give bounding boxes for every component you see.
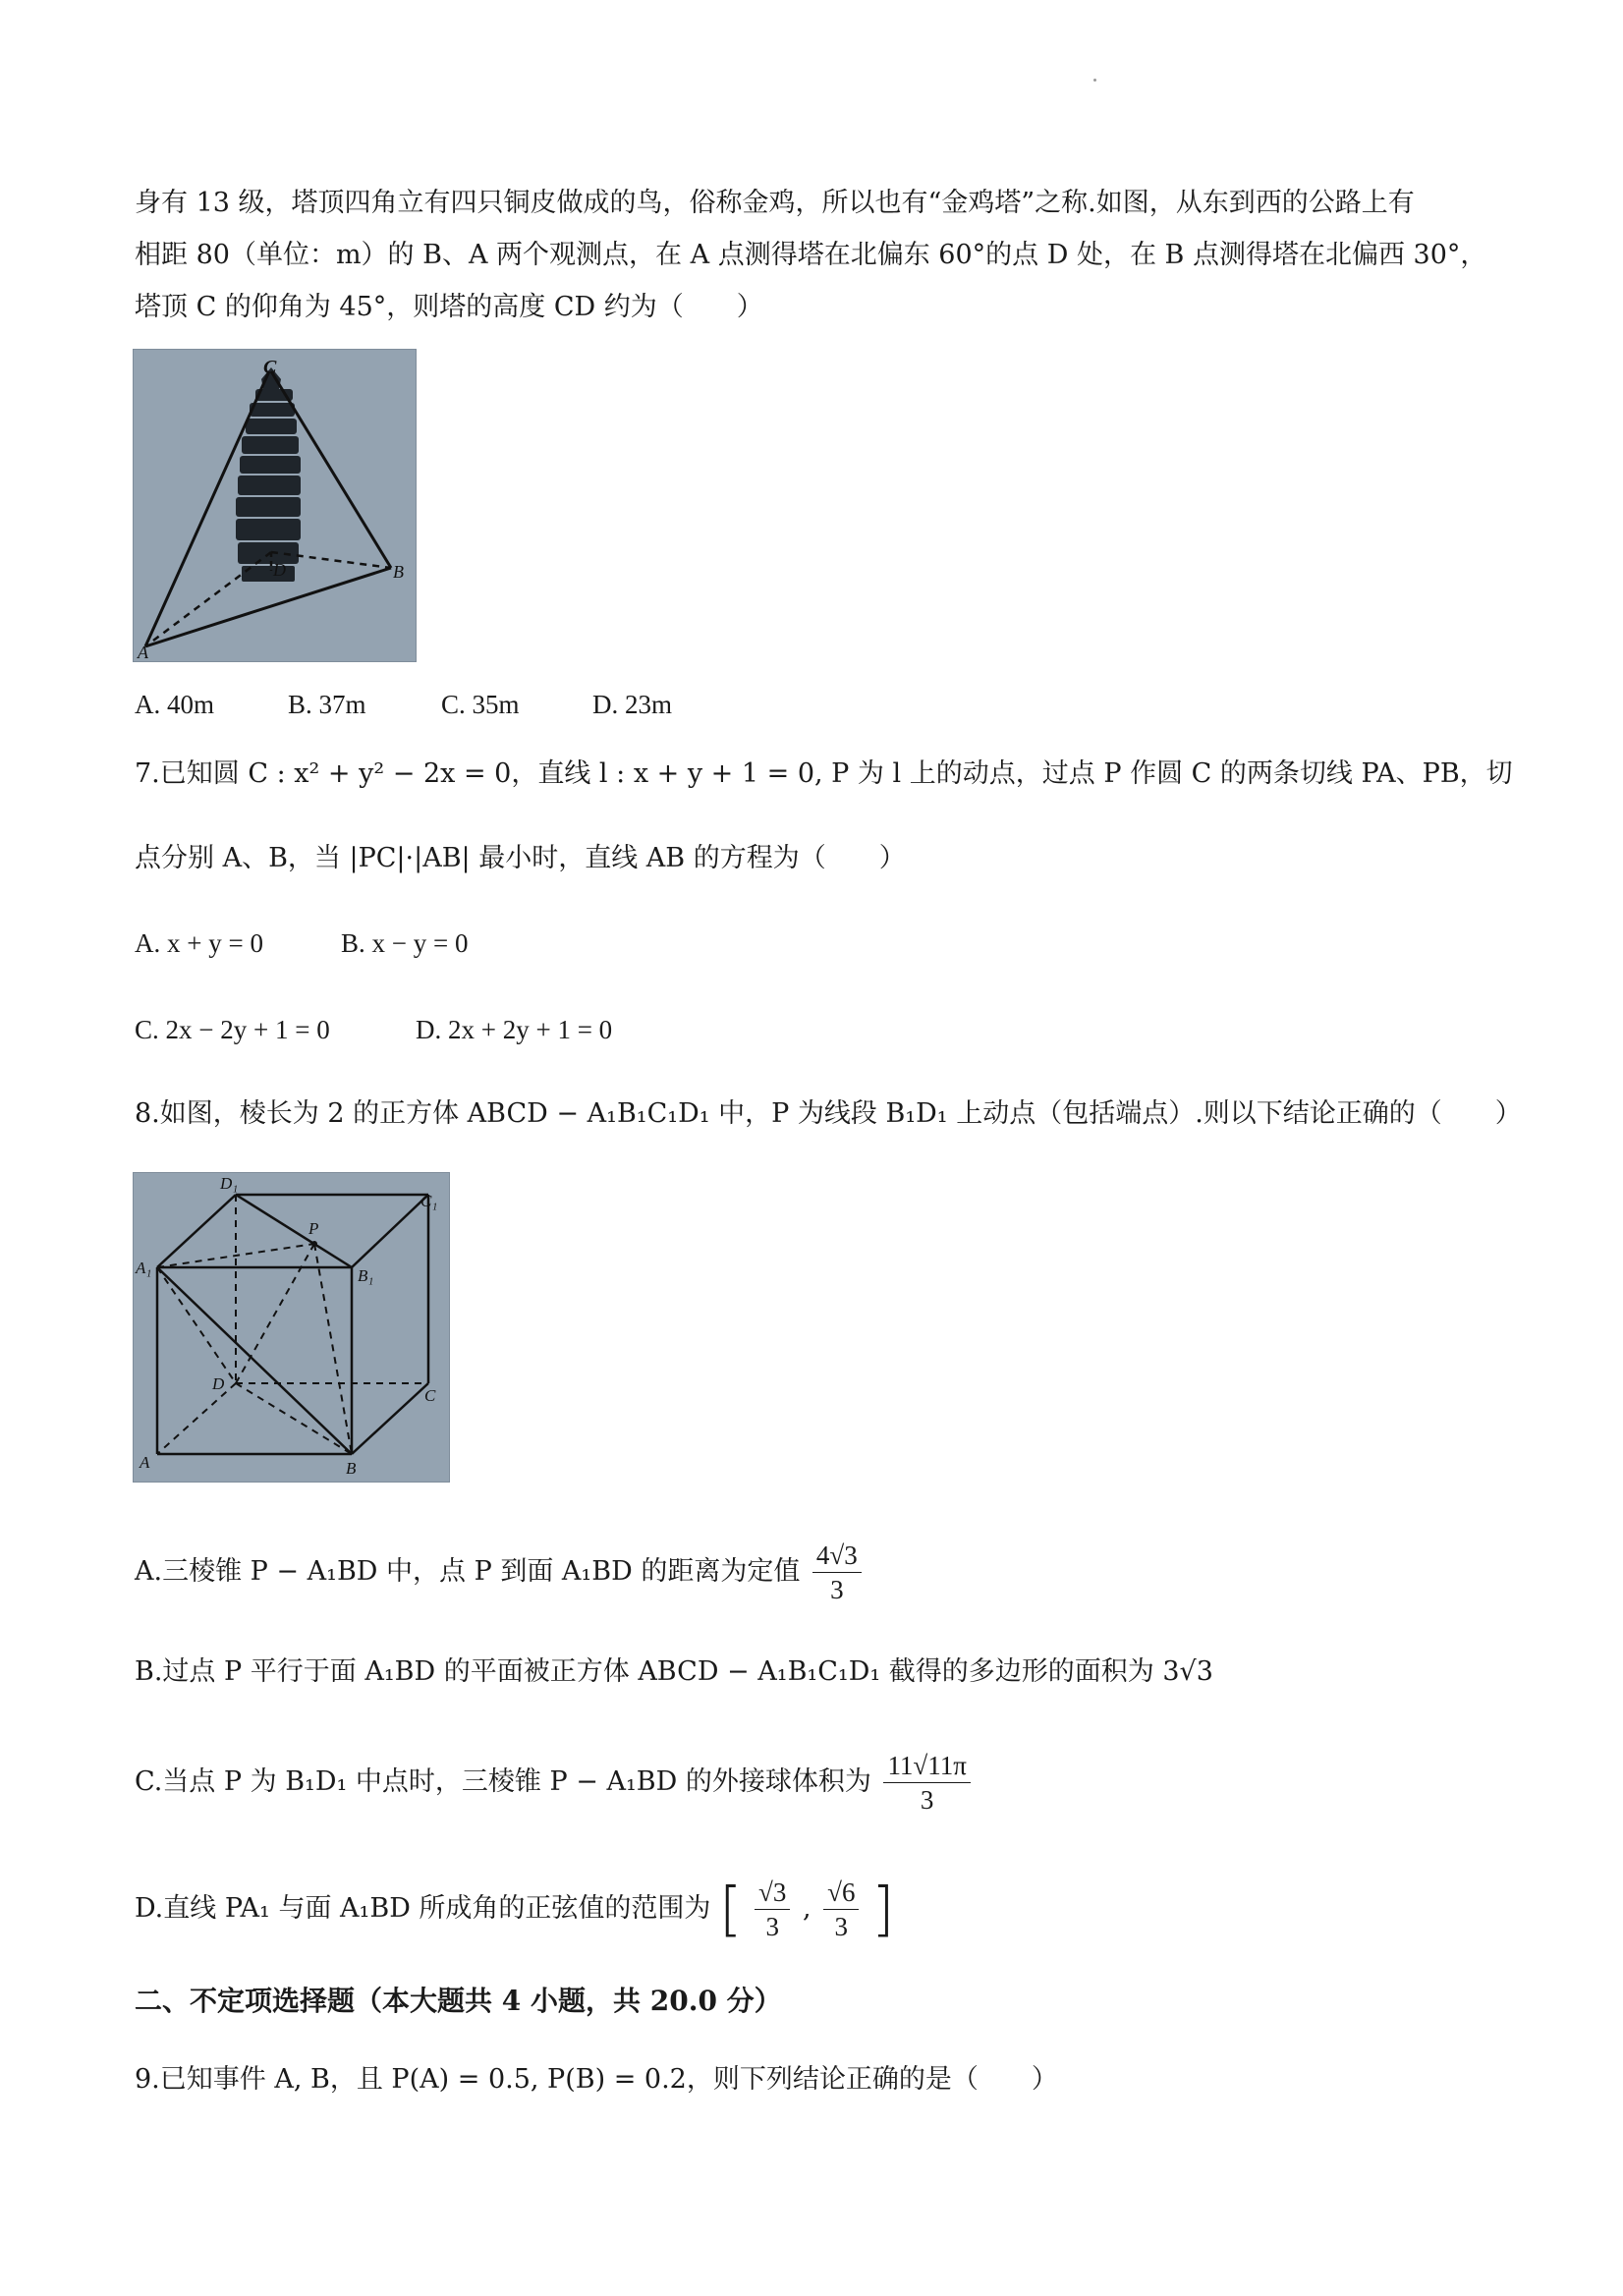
q8-option-d-bracket-right: ] <box>871 1875 895 1944</box>
q8-option-c <box>135 1743 975 1821</box>
q8-option-a <box>135 1533 866 1611</box>
cube-label-a1: A₁ <box>136 1259 152 1277</box>
label-c: C <box>263 357 277 378</box>
q8-option-d-text: D.直线 PA₁ 与面 A₁BD 所成角的正弦值的范围为 <box>135 1893 711 1924</box>
cube-label-a: A <box>140 1453 150 1472</box>
q8-option-d-numerator-1: √3 <box>755 1876 790 1910</box>
cube-label-p: P <box>308 1219 319 1238</box>
q9-stem: 9.已知事件 A, B，且 P(A) = 0.5, P(B) = 0.2，则下列结论正确的是（ ） <box>135 2064 1058 2095</box>
cube-diagram <box>134 1173 449 1482</box>
q6-option-d: D. 23m <box>592 690 672 719</box>
q8-option-a-denominator: 3 <box>830 1575 844 1604</box>
q8-option-d-numerator-2: √6 <box>823 1876 859 1910</box>
pagoda-figure <box>133 349 417 662</box>
q8-option-d-fraction-1 <box>755 1876 790 1943</box>
q7-option-a: A. x + y = 0 <box>135 928 263 958</box>
q7-line-1: 7.已知圆 C : x² + y² − 2x = 0，直线 l : x + y + 1 = 0, P 为 l 上的动点，过点 P 作圆 C 的两条切线 PA、PB，切 <box>135 758 1513 789</box>
q6-line-3: 塔顶 C 的仰角为 45°，则塔的高度 CD 约为（ ） <box>135 292 763 322</box>
cube-label-c: C <box>424 1386 436 1405</box>
q8-option-c-fraction <box>883 1749 970 1817</box>
q8-stem: 8.如图，棱长为 2 的正方体 ABCD − A₁B₁C₁D₁ 中，P 为线段 B₁D₁ 上动点（包括端点）.则以下结论正确的（ ） <box>135 1098 1522 1129</box>
q8-option-a-fraction <box>812 1539 862 1606</box>
q7-option-b: B. x − y = 0 <box>341 928 469 958</box>
q7-line-2: 点分别 A、B，当 |PC|·|AB| 最小时，直线 AB 的方程为（ ） <box>135 843 906 873</box>
q6-line-1: 身有 13 级，塔顶四角立有四只铜皮做成的鸟，俗称金鸡，所以也有“金鸡塔”之称.如图，从东到西的公路上有 <box>135 188 1415 218</box>
label-a: A <box>138 643 148 661</box>
cube-label-c1: C₁ <box>420 1192 438 1210</box>
q6-option-b: B. 37m <box>288 690 366 719</box>
pagoda-diagram <box>134 350 416 661</box>
label-d: D <box>273 560 286 580</box>
q6-line-2: 相距 80（单位：m）的 B、A 两个观测点，在 A 点测得塔在北偏东 60°的点 D 处，在 B 点测得塔在北偏西 30°， <box>135 240 1487 270</box>
section-2-title: 二、不定项选择题（本大题共 4 小题，共 20.0 分） <box>135 1985 782 2017</box>
cube-label-d: D <box>212 1374 225 1393</box>
cube-label-b1: B₁ <box>358 1266 374 1285</box>
q8-option-a-numerator: 4√3 <box>812 1539 862 1573</box>
pagoda-silhouette <box>236 367 301 582</box>
q8-option-d-denominator-2: 3 <box>834 1912 849 1941</box>
q8-option-c-denominator: 3 <box>920 1785 934 1815</box>
cube-label-b: B <box>346 1459 357 1478</box>
q6-option-a: A. 40m <box>135 690 214 719</box>
q8-option-d-bracket-left: [ <box>719 1875 743 1944</box>
q8-option-d-denominator-1: 3 <box>765 1912 779 1941</box>
cube-figure <box>133 1172 450 1483</box>
label-b: B <box>393 562 404 582</box>
q8-option-c-numerator: 11√11π <box>883 1749 970 1783</box>
q8-option-d-fraction-2 <box>823 1876 859 1943</box>
q8-option-c-text: C.当点 P 为 B₁D₁ 中点时，三棱锥 P − A₁BD 的外接球体积为 <box>135 1766 871 1797</box>
q8-option-d-comma: , <box>802 1893 812 1924</box>
cube-label-d1: D₁ <box>220 1174 239 1193</box>
q6-option-c: C. 35m <box>441 690 520 719</box>
q8-option-d <box>135 1870 894 1949</box>
q7-option-c: C. 2x − 2y + 1 = 0 <box>135 1015 330 1044</box>
scan-speck <box>1093 79 1096 82</box>
q7-option-d: D. 2x + 2y + 1 = 0 <box>416 1015 613 1044</box>
q8-option-a-text: A.三棱锥 P − A₁BD 中，点 P 到面 A₁BD 的距离为定值 <box>135 1556 801 1587</box>
q8-option-b: B.过点 P 平行于面 A₁BD 的平面被正方体 ABCD − A₁B₁C₁D₁ 截得的多边形的面积为 3√3 <box>135 1656 1213 1687</box>
